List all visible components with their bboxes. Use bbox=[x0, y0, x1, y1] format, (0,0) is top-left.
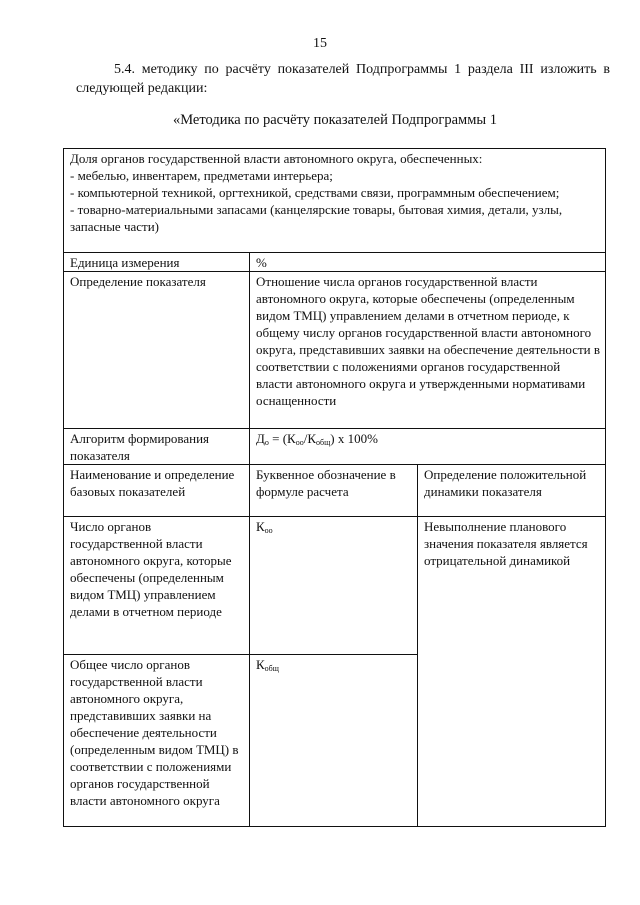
indicator-row bbox=[64, 149, 606, 253]
indicator-item: - мебелью, инвентарем, предметами интерьера; bbox=[70, 168, 333, 183]
indicator-item: - компьютерной техникой, оргтехникой, средствами связи, программным обеспечением; bbox=[70, 185, 560, 200]
methodology-heading: «Методика по расчёту показателей Подпрограммы 1 bbox=[172, 112, 498, 128]
indicator-cell bbox=[64, 149, 606, 253]
base-header-row bbox=[64, 465, 606, 517]
unit-row bbox=[64, 253, 606, 272]
base-header-symbol: Буквенное обозначение в формуле расчета bbox=[250, 465, 418, 517]
base-header-dynamics: Определение положительной динамики показателя bbox=[418, 465, 606, 517]
base-row bbox=[64, 517, 606, 655]
dynamics-cell: Невыполнение планового значения показателя является отрицательной динамикой bbox=[418, 517, 606, 827]
definition-label: Определение показателя bbox=[64, 272, 250, 429]
page-number: 15 bbox=[313, 36, 327, 51]
algorithm-row bbox=[64, 429, 606, 465]
indicator-title: Доля органов государственной власти автономного округа, обеспеченных: bbox=[70, 151, 483, 166]
base-row-name: Общее число органов государственной власти автономного округа, представивших заявки на обеспечение деятельности (определенным видом ТМЦ) в соответствии с положениями органов государственной власти автономного округа bbox=[64, 655, 250, 827]
base-header-name: Наименование и определение базовых показателей bbox=[64, 465, 250, 517]
algorithm-label: Алгоритм формирования показателя bbox=[64, 429, 250, 465]
unit-label: Единица измерения bbox=[64, 253, 250, 272]
formula: $Д_о = (К_{оо}/К_{общ})$ х 100% bbox=[250, 429, 606, 465]
base-row-symbol: $К_{оо}$ bbox=[250, 517, 418, 655]
unit-value: % bbox=[250, 253, 606, 272]
base-row-name: Число органов государственной власти автономного округа, которые обеспечены (определенным видом ТМЦ) управлением делами в отчетном периоде bbox=[64, 517, 250, 655]
base-row-symbol: $К_{общ}$ bbox=[250, 655, 418, 827]
methodology-table bbox=[63, 148, 606, 827]
definition-value: Отношение числа органов государственной власти автономного округа, которые обеспечены (определенным видом ТМЦ) управлением делами в отчетном периоде, к общему числу органов государственной власти автономного округа, представивших заявки на обеспечение деятельности в соответствии с положениями органов государственной власти автономного округа и утвержденными нормативами оснащенности bbox=[250, 272, 606, 429]
intro-paragraph: 5.4. методику по расчёту показателей Подпрограммы 1 раздела III изложить в следующей редакции: bbox=[76, 62, 610, 96]
indicator-item: - товарно-материальными запасами (канцелярские товары, бытовая химия, детали, узлы, запасные части) bbox=[70, 202, 563, 234]
definition-row bbox=[64, 272, 606, 429]
